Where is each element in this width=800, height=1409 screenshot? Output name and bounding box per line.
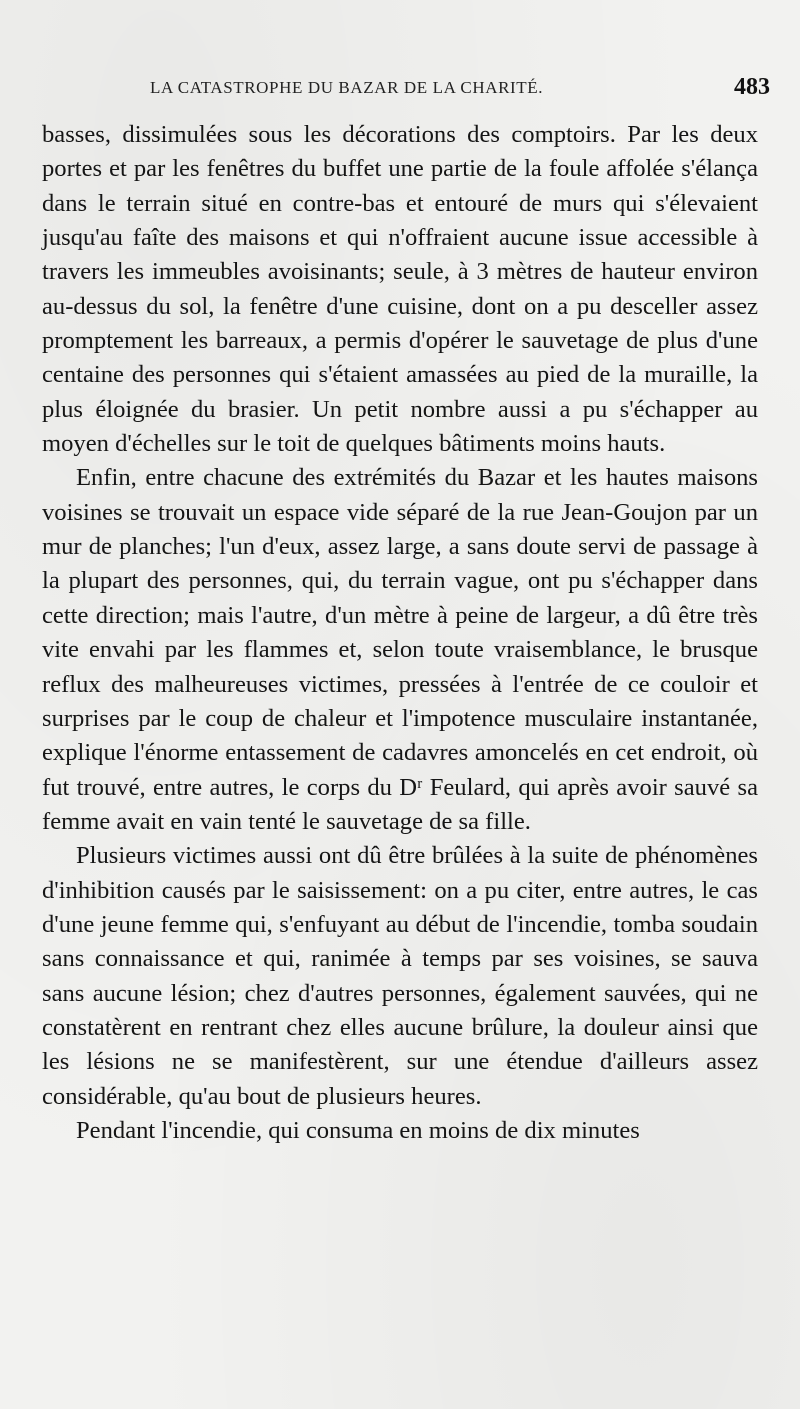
paragraph-1: basses, dissimulées sous les décorations des comptoirs. Par les deux portes et par les fenêtres du buffet une partie de la foule affolée s'élança dans le terrain situé en contre-bas et entouré de murs qui s'élevaient jusqu'au faîte des maisons et qui n'offraient aucune issue accessible à travers les immeubles avoisinants; seule, à 3 mètres de hauteur environ au-dessus du sol, la fenêtre d'une cuisine, dont on a pu desceller assez promptement les barreaux, a permis d'opérer le sauvetage de plus d'une centaine des personnes qui s'étaient amassées au pied de la muraille, la plus éloignée du brasier. Un petit nombre aussi a pu s'échapper au moyen d'échelles sur le toit de quelques bâtiments moins hauts. <box>42 121 758 458</box>
running-title: LA CATASTROPHE DU BAZAR DE LA CHARITÉ. <box>150 78 544 97</box>
paragraph-3: Plusieurs victimes aussi ont dû être brûlées à la suite de phénomènes d'inhibition causés par le saisissement: on a pu citer, entre autres, le cas d'une jeune femme qui, s'enfuyant au début de l'incendie, tomba soudain sans connaissance et qui, ranimée à temps par ses voisines, se sauva sans aucune lésion; chez d'autres personnes, également sauvées, qui ne constatèrent en rentrant chez elles aucune brûlure, la douleur ainsi que les lésions ne se manifestèrent, sur une étendue d'ailleurs assez considérable, qu'au bout de plusieurs heures. <box>42 842 758 1110</box>
page-number: 483 <box>734 74 770 100</box>
running-head <box>40 74 770 108</box>
paragraph-4: Pendant l'incendie, qui consuma en moins de dix minutes <box>76 1116 640 1144</box>
body-text <box>42 118 758 1148</box>
paragraph-2: Enfin, entre chacune des extrémités du Bazar et les hautes maisons voisines se trouvait un espace vide séparé de la rue Jean-Goujon par un mur de planches; l'un d'eux, assez large, a sans doute servi de passage à la plupart des personnes, qui, du terrain vague, ont pu s'échapper dans cette direction; mais l'autre, d'un mètre à peine de largeur, a dû être très vite envahi par les flammes et, selon toute vraisemblance, le brusque reflux des malheureuses victimes, pressées à l'entrée de ce couloir et surprises par le coup de chaleur et l'impotence musculaire instantanée, explique l'énorme entassement de cadavres amoncelés en cet endroit, où fut trouvé, entre autres, le corps du Dʳ Feulard, qui après avoir sauvé sa femme avait en vain tenté le sauvetage de sa fille. <box>42 464 758 835</box>
